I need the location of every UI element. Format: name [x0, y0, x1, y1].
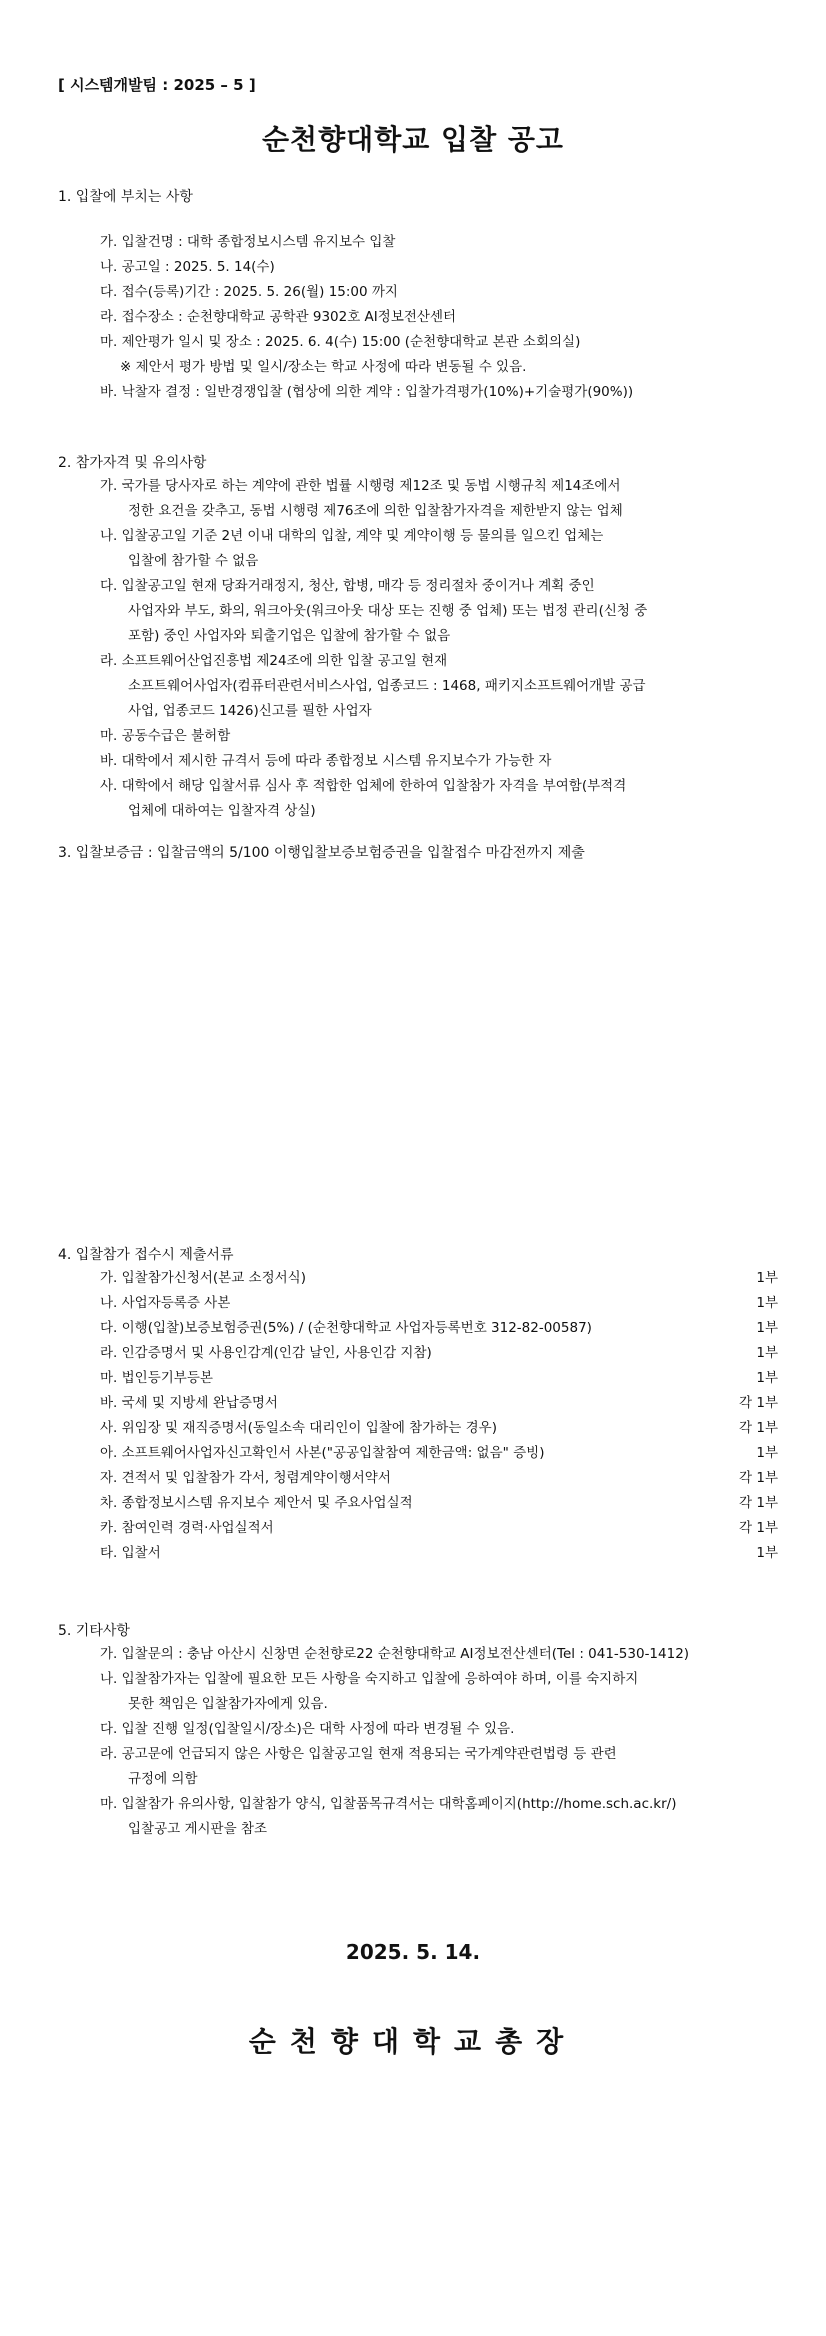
document-row [58, 1416, 778, 1441]
document-qty: 1부 [756, 1295, 778, 1311]
document-row [58, 1316, 778, 1341]
list-item-continued: 못한 책임은 입찰참가자에게 있음. [128, 1696, 328, 1712]
list-item-continued: 입찰에 참가할 수 없음 [128, 553, 259, 569]
document-qty: 1부 [756, 1345, 778, 1361]
document-qty: 1부 [756, 1320, 778, 1336]
page-title: 순천향대학교 입찰 공고 [262, 123, 564, 156]
list-item: 라. 공고문에 언급되지 않은 사항은 입찰공고일 현재 적용되는 국가계약관련법령 등 관련 [100, 1746, 617, 1762]
document-row [58, 1366, 778, 1391]
list-item: 다. 입찰 진행 일정(입찰일시/장소)은 대학 사정에 따라 변경될 수 있음. [100, 1721, 515, 1737]
list-item-continued: 업체에 대하여는 입찰자격 상실) [128, 803, 316, 819]
section-title: 5. 기타사항 [58, 1623, 130, 1639]
list-item: 가. 입찰문의 : 충남 아산시 신창면 순천향로22 순천향대학교 AI정보전산센터(Tel : 041-530-1412) [100, 1646, 690, 1662]
list-item-continued: 정한 요건을 갖추고, 동법 시행령 제76조에 의한 입찰참가자격을 제한받지 않는 업체 [128, 503, 623, 519]
section-bid-bond [58, 842, 778, 864]
section-title: 1. 입찰에 부치는 사항 [58, 189, 193, 205]
document-label: 마. 법인등기부등본 [100, 1370, 213, 1386]
list-item: 라. 접수장소 : 순천향대학교 공학관 9302호 AI정보전산센터 [100, 309, 457, 325]
document-row [58, 1516, 778, 1541]
list-item-continued: 규정에 의함 [128, 1771, 198, 1787]
section-required-documents [58, 1244, 778, 1566]
document-label: 다. 이행(입찰)보증보험증권(5%) / (순천향대학교 사업자등록번호 312-82-00587) [100, 1320, 592, 1336]
document-label: 자. 견적서 및 입찰참가 각서, 청렴계약이행서약서 [100, 1470, 391, 1486]
document-row [58, 1541, 778, 1566]
list-item: 나. 입찰참가자는 입찰에 필요한 모든 사항을 숙지하고 입찰에 응하여야 하며, 이를 숙지하지 [100, 1671, 639, 1687]
team-header: [ 시스템개발팀 : 2025 – 5 ] [58, 76, 256, 94]
list-item: 바. 대학에서 제시한 규격서 등에 따라 종합정보 시스템 유지보수가 가능한 자 [100, 753, 552, 769]
document-qty: 1부 [756, 1445, 778, 1461]
document-qty: 각 1부 [739, 1520, 778, 1536]
list-item: 사. 대학에서 해당 입찰서류 심사 후 적합한 업체에 한하여 입찰참가 자격을 부여함(부적격 [100, 778, 627, 794]
document-row [58, 1391, 778, 1416]
document-row [58, 1291, 778, 1316]
document-qty: 각 1부 [739, 1470, 778, 1486]
document-row [58, 1441, 778, 1466]
list-item: 마. 입찰참가 유의사항, 입찰참가 양식, 입찰품목규격서는 대학홈페이지(http://home.sch.ac.kr/) [100, 1796, 677, 1812]
list-item: 나. 입찰공고일 기준 2년 이내 대학의 입찰, 계약 및 계약이행 등 물의를 일으킨 업체는 [100, 528, 604, 544]
signer-title: 순천향대학교총장 [248, 2025, 578, 2058]
announcement-date: 2025. 5. 14. [345, 1940, 481, 1964]
list-item-continued: 사업자와 부도, 화의, 워크아웃(워크아웃 대상 또는 진행 중 업체) 또는 법정 관리(신청 중 [128, 603, 648, 619]
document-qty: 1부 [756, 1370, 778, 1386]
list-item-continued: 입찰공고 게시판을 참조 [128, 1821, 267, 1837]
document-qty: 각 1부 [739, 1420, 778, 1436]
list-item: 마. 제안평가 일시 및 장소 : 2025. 6. 4(수) 15:00 (순천향대학교 본관 소회의실) [100, 334, 581, 350]
list-item-continued: 사업, 업종코드 1426)신고를 필한 사업자 [128, 703, 372, 719]
section-title: 4. 입찰참가 접수시 제출서류 [58, 1247, 234, 1263]
section-title: 3. 입찰보증금 : 입찰금액의 5/100 이행입찰보증보험증권을 입찰접수 마감전까지 제출 [58, 845, 585, 861]
list-item: 바. 낙찰자 결정 : 일반경쟁입찰 (협상에 의한 계약 : 입찰가격평가(10%)+기술평가(90%)) [100, 384, 634, 400]
section-qualifications [58, 452, 778, 824]
document-row [58, 1491, 778, 1516]
document-label: 아. 소프트웨어사업자신고확인서 사본("공공입찰참여 제한금액: 없음" 증빙) [100, 1445, 545, 1461]
list-item: 라. 소프트웨어산업진흥법 제24조에 의한 입찰 공고일 현재 [100, 653, 448, 669]
document-label: 나. 사업자등록증 사본 [100, 1295, 231, 1311]
document-label: 가. 입찰참가신청서(본교 소정서식) [100, 1270, 306, 1286]
section-title: 2. 참가자격 및 유의사항 [58, 455, 207, 471]
section-bid-items [58, 186, 778, 405]
list-item: 가. 입찰건명 : 대학 종합정보시스템 유지보수 입찰 [100, 234, 396, 250]
document-row [58, 1341, 778, 1366]
document-qty: 각 1부 [739, 1395, 778, 1411]
list-item: 다. 입찰공고일 현재 당좌거래정지, 청산, 합병, 매각 등 정리절차 중이거나 계획 중인 [100, 578, 595, 594]
section-other-matters [58, 1620, 778, 1842]
document-label: 카. 참여인력 경력·사업실적서 [100, 1520, 274, 1536]
list-item-continued: 소프트웨어사업자(컴퓨터관련서비스사업, 업종코드 : 1468, 패키지소프트웨어개발 공급 [128, 678, 646, 694]
list-item: 다. 접수(등록)기간 : 2025. 5. 26(월) 15:00 까지 [100, 284, 398, 300]
list-item-continued: 포함) 중인 사업자와 퇴출기업은 입찰에 참가할 수 없음 [128, 628, 451, 644]
document-qty: 각 1부 [739, 1495, 778, 1511]
document-qty: 1부 [756, 1545, 778, 1561]
list-item: 가. 국가를 당사자로 하는 계약에 관한 법률 시행령 제12조 및 동법 시행규칙 제14조에서 [100, 478, 621, 494]
document-qty: 1부 [756, 1270, 778, 1286]
document-label: 바. 국세 및 지방세 완납증명서 [100, 1395, 278, 1411]
document-label: 타. 입찰서 [100, 1545, 161, 1561]
list-item: 나. 공고일 : 2025. 5. 14(수) [100, 259, 275, 275]
document-row [58, 1466, 778, 1491]
document-label: 사. 위임장 및 재직증명서(동일소속 대리인이 입찰에 참가하는 경우) [100, 1420, 497, 1436]
note-text: ※ 제안서 평가 방법 및 일시/장소는 학교 사정에 따라 변동될 수 있음. [120, 359, 527, 375]
document-row [58, 1266, 778, 1291]
list-item: 마. 공동수급은 불허함 [100, 728, 231, 744]
document-label: 라. 인감증명서 및 사용인감계(인감 날인, 사용인감 지참) [100, 1345, 432, 1361]
document-label: 차. 종합정보시스템 유지보수 제안서 및 주요사업실적 [100, 1495, 413, 1511]
